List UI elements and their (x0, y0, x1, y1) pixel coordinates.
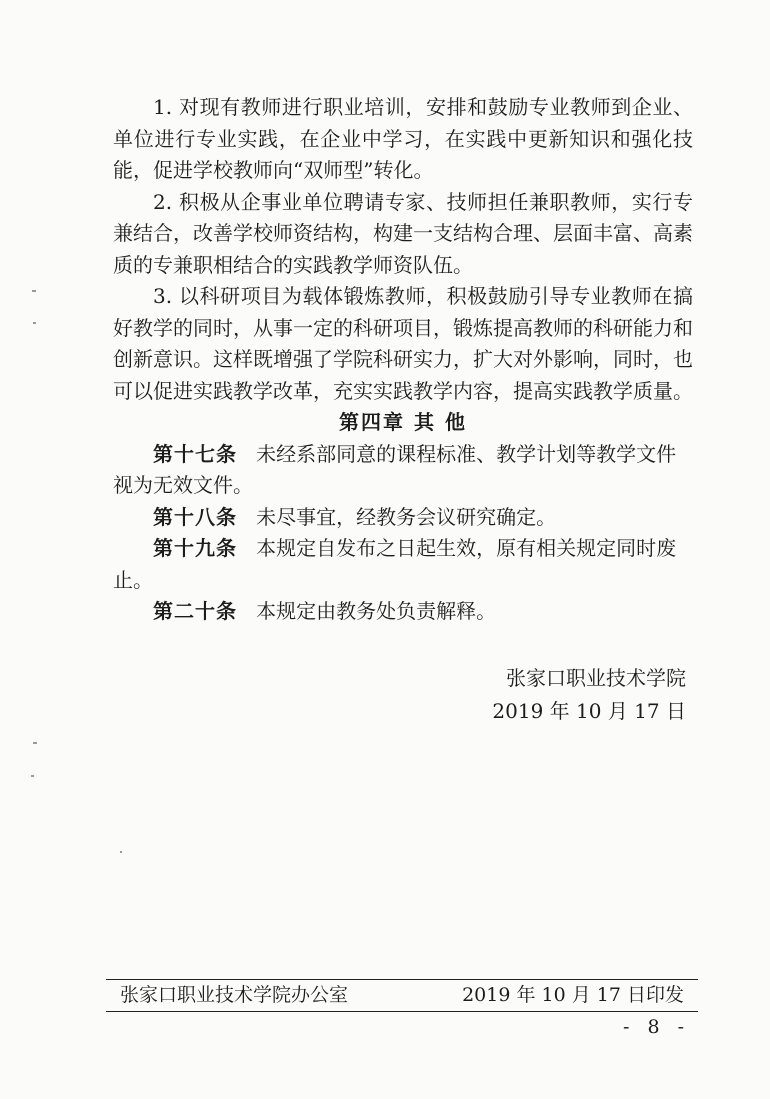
footer-bottom-rule (106, 1011, 698, 1012)
article-text: 未经系部同意的课程标准、教学计划等教学文件视为无效文件。 (113, 441, 677, 497)
article-text: 本规定自发布之日起生效，原有相关规定同时废止。 (113, 536, 677, 592)
scan-speck (32, 290, 36, 292)
article-18 (113, 502, 693, 534)
paragraph-3: 3. 以科研项目为载体锻炼教师，积极鼓励引导专业教师在搞好教学的同时，从事一定的科研项目，锻炼提高教师的科研能力和创新意识。这样既增强了学院科研实力，扩大对外影响，同时，也可以促进实践教学改革，充实实践教学内容，提高实践教学质量。 (113, 284, 693, 403)
scan-speck (120, 851, 122, 853)
article-text: 本规定由教务处负责解释。 (256, 599, 497, 623)
document-body (113, 92, 693, 628)
article-number: 第十八条 (153, 504, 237, 529)
scan-speck (33, 742, 37, 744)
scan-speck (31, 775, 34, 777)
article-number: 第十九条 (153, 536, 237, 560)
paragraph-2: 2. 积极从企事业单位聘请专家、技师担任兼职教师，实行专兼结合，改善学校师资结构，构建一支结构合理、层面丰富、高素质的专兼职相结合的实践教学师资队伍。 (113, 189, 693, 277)
paragraph-1: 1. 对现有教师进行职业培训，安排和鼓励专业教师到企业、单位进行专业实践，在企业中学习，在实践中更新知识和强化技能，促进学校教师向“双师型”转化。 (113, 95, 693, 182)
article-number: 第十七条 (153, 441, 237, 466)
page-number: - 8 - (622, 1016, 690, 1038)
signature-org: 张家口职业技术学院 (506, 666, 686, 690)
scan-speck (33, 322, 36, 324)
article-number: 第二十条 (153, 599, 237, 623)
chapter-title: 第四章 其 他 (339, 410, 467, 434)
article-17 (113, 439, 693, 502)
footer-top-rule (106, 979, 698, 980)
signature-date: 2019 年 10 月 17 日 (492, 699, 686, 723)
signature-block (492, 662, 686, 728)
article-20 (113, 596, 693, 628)
article-text: 未尽事宜，经教务会议研究确定。 (256, 504, 557, 529)
article-19 (113, 533, 693, 596)
footer-issue-date: 2019 年 10 月 17 日印发 (462, 984, 684, 1006)
footer-issuer: 张家口职业技术学院办公室 (120, 984, 349, 1006)
